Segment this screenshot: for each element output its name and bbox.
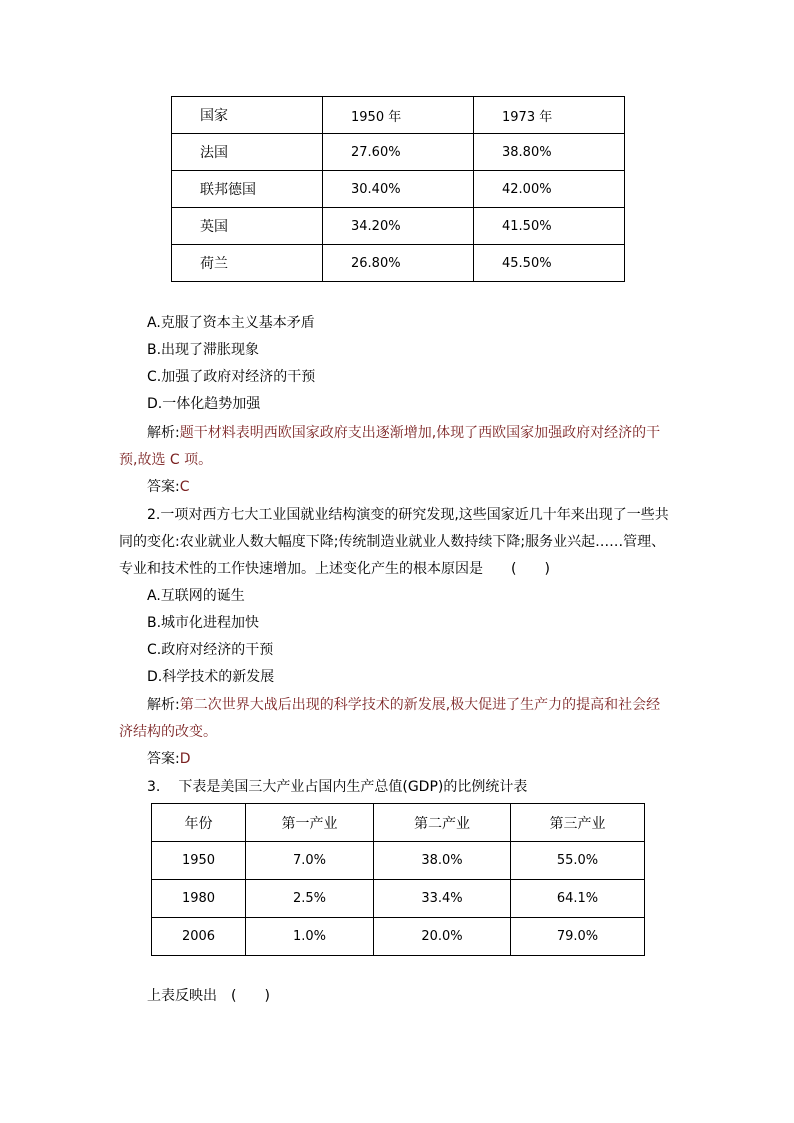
question-3-stem (147, 777, 527, 797)
option-d: D.科学技术的新发展 (147, 669, 275, 685)
table-cell: 34.20% (323, 208, 474, 245)
table-cell: 7.0% (246, 842, 374, 880)
option-c: C.加强了政府对经济的干预 (147, 369, 316, 385)
answer-line (147, 477, 190, 497)
answer-line (147, 749, 191, 769)
table-row (152, 880, 645, 918)
table-cell: 联邦德国 (172, 171, 323, 208)
table-row (172, 134, 625, 171)
gdp-share-table (151, 803, 645, 956)
table-cell: 38.0% (374, 842, 511, 880)
table-cell: 27.60% (323, 134, 474, 171)
option-a: A.克服了资本主义基本矛盾 (147, 315, 315, 331)
table-row (172, 245, 625, 282)
analysis-text: 第二次世界大战后出现的科学技术的新发展,极大促进了生产力的提高和社会经 (179, 697, 661, 713)
table-header-row (152, 804, 645, 842)
option-c: C.政府对经济的干预 (147, 642, 274, 658)
table-header-cell: 第三产业 (511, 804, 645, 842)
table-header-cell: 国家 (172, 97, 323, 134)
analysis-label: 解析: (147, 697, 180, 713)
option-b: B.城市化进程加快 (147, 615, 260, 631)
table-header-cell: 年份 (152, 804, 246, 842)
option-a: A.互联网的诞生 (147, 588, 245, 604)
table-row (172, 171, 625, 208)
table-cell: 38.80% (474, 134, 625, 171)
table-cell: 20.0% (374, 918, 511, 956)
analysis-text-continued: 济结构的改变。 (119, 724, 217, 740)
table-cell: 41.50% (474, 208, 625, 245)
table-cell: 1980 (152, 880, 246, 918)
table-cell: 30.40% (323, 171, 474, 208)
analysis-text-continued: 预,故选 C 项。 (119, 452, 213, 468)
table-cell: 55.0% (511, 842, 645, 880)
answer-label: 答案: (147, 479, 180, 495)
question-2-stem-continued: 专业和技术性的工作快速增加。上述变化产生的根本原因是 ( ) (119, 561, 550, 577)
question-2-stem-continued: 同的变化:农业就业人数大幅度下降;传统制造业就业人数持续下降;服务业兴起……管理、 (119, 534, 666, 550)
table-header-cell: 第一产业 (246, 804, 374, 842)
table-header-cell: 第二产业 (374, 804, 511, 842)
table-row (172, 208, 625, 245)
analysis-text: 题干材料表明西欧国家政府支出逐渐增加,体现了西欧国家加强政府对经济的干 (179, 425, 661, 441)
table-header-cell: 1950 年 (323, 97, 474, 134)
table-row (152, 842, 645, 880)
table-header-row (172, 97, 625, 134)
table-cell: 64.1% (511, 880, 645, 918)
table-cell: 法国 (172, 134, 323, 171)
question-number: 3. (147, 779, 161, 795)
table-cell: 1.0% (246, 918, 374, 956)
table-cell: 1950 (152, 842, 246, 880)
question-2-stem: 2.一项对西方七大工业国就业结构演变的研究发现,这些国家近几十年来出现了一些共 (147, 507, 669, 523)
answer-label: 答案: (147, 751, 180, 767)
table-cell: 33.4% (374, 880, 511, 918)
table-cell: 26.80% (323, 245, 474, 282)
analysis-label: 解析: (147, 425, 180, 441)
analysis-line (147, 695, 660, 715)
option-d: D.一体化趋势加强 (147, 396, 261, 412)
table-cell: 荷兰 (172, 245, 323, 282)
table-cell: 79.0% (511, 918, 645, 956)
answer-value: D (179, 751, 191, 767)
table-row (152, 918, 645, 956)
table-cell: 42.00% (474, 171, 625, 208)
question-3-followup: 上表反映出 ( ) (147, 988, 270, 1004)
analysis-line (147, 423, 660, 443)
table-cell: 2006 (152, 918, 246, 956)
answer-value: C (179, 479, 190, 495)
government-spending-table (171, 96, 625, 282)
table-cell: 2.5% (246, 880, 374, 918)
table-header-cell: 1973 年 (474, 97, 625, 134)
table-cell: 英国 (172, 208, 323, 245)
table-cell: 45.50% (474, 245, 625, 282)
question-text: 下表是美国三大产业占国内生产总值(GDP)的比例统计表 (178, 779, 528, 795)
option-b: B.出现了滞胀现象 (147, 342, 260, 358)
